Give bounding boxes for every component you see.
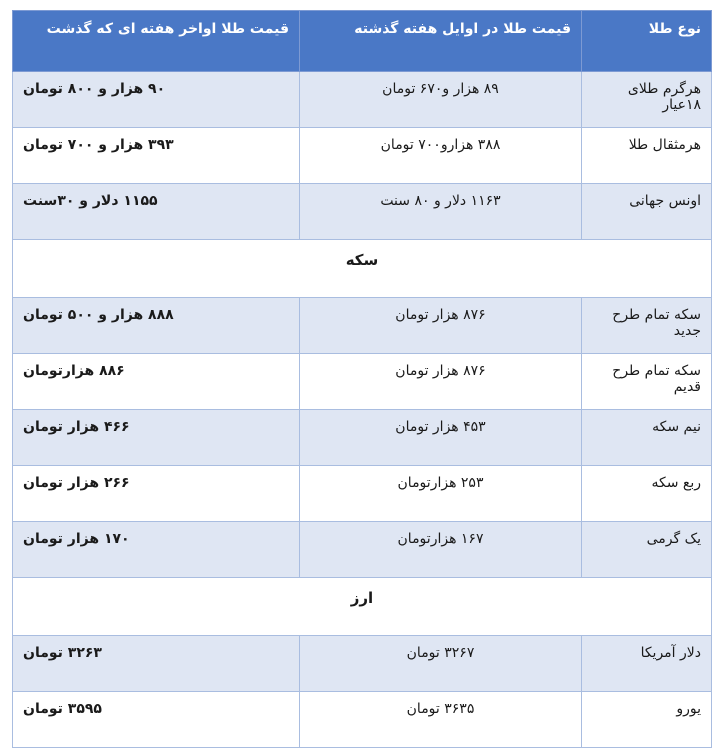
early-week-price-cell: ۸۹ هزار و۶۷۰ تومان: [300, 72, 582, 128]
item-name-cell: هرمثقال طلا: [582, 128, 712, 184]
late-week-price-cell: ۱۱۵۵ دلار و ۳۰سنت: [13, 184, 300, 240]
table-row: [13, 522, 712, 578]
price-table-container: [12, 10, 711, 748]
gold-price-table: [12, 10, 712, 748]
table-body: [13, 72, 712, 748]
table-row: [13, 692, 712, 748]
early-week-price-cell: ۲۵۳ هزارتومان: [300, 466, 582, 522]
late-week-price-cell: ۴۶۶ هزار تومان: [13, 410, 300, 466]
late-week-price-cell: ۳۹۳ هزار و ۷۰۰ تومان: [13, 128, 300, 184]
late-week-price-cell: ۳۵۹۵ تومان: [13, 692, 300, 748]
section-label: سکه: [13, 240, 712, 298]
item-name-cell: ربع سکه: [582, 466, 712, 522]
item-name-cell: یک گرمی: [582, 522, 712, 578]
late-week-price-cell: ۲۶۶ هزار تومان: [13, 466, 300, 522]
table-row: [13, 184, 712, 240]
early-week-price-cell: ۱۶۷ هزارتومان: [300, 522, 582, 578]
table-header: [13, 11, 712, 72]
item-name-cell: نیم سکه: [582, 410, 712, 466]
item-name-cell: سکه تمام طرح جدید: [582, 298, 712, 354]
table-row: [13, 466, 712, 522]
header-late-week-price: قیمت طلا اواخر هفته ای که گذشت: [13, 11, 300, 72]
early-week-price-cell: ۴۵۳ هزار تومان: [300, 410, 582, 466]
table-row: [13, 128, 712, 184]
early-week-price-cell: ۳۸۸ هزارو۷۰۰ تومان: [300, 128, 582, 184]
late-week-price-cell: ۱۷۰ هزار تومان: [13, 522, 300, 578]
early-week-price-cell: ۳۶۳۵ تومان: [300, 692, 582, 748]
table-row: [13, 410, 712, 466]
header-gold-type: نوع طلا: [582, 11, 712, 72]
item-name-cell: دلار آمریکا: [582, 636, 712, 692]
table-row: [13, 298, 712, 354]
item-name-cell: هرگرم طلای ۱۸عیار: [582, 72, 712, 128]
section-row: [13, 240, 712, 298]
item-name-cell: اونس جهانی: [582, 184, 712, 240]
early-week-price-cell: ۱۱۶۳ دلار و ۸۰ سنت: [300, 184, 582, 240]
late-week-price-cell: ۹۰ هزار و ۸۰۰ تومان: [13, 72, 300, 128]
table-row: [13, 72, 712, 128]
table-row: [13, 636, 712, 692]
item-name-cell: سکه تمام طرح قدیم: [582, 354, 712, 410]
table-row: [13, 354, 712, 410]
header-early-week-price: قیمت طلا در اوایل هفته گذشته: [300, 11, 582, 72]
late-week-price-cell: ۳۲۶۳ تومان: [13, 636, 300, 692]
early-week-price-cell: ۸۷۶ هزار تومان: [300, 298, 582, 354]
early-week-price-cell: ۳۲۶۷ تومان: [300, 636, 582, 692]
section-row: [13, 578, 712, 636]
header-row: [13, 11, 712, 72]
section-label: ارز: [13, 578, 712, 636]
late-week-price-cell: ۸۸۸ هزار و ۵۰۰ تومان: [13, 298, 300, 354]
item-name-cell: یورو: [582, 692, 712, 748]
early-week-price-cell: ۸۷۶ هزار تومان: [300, 354, 582, 410]
late-week-price-cell: ۸۸۶ هزارتومان: [13, 354, 300, 410]
